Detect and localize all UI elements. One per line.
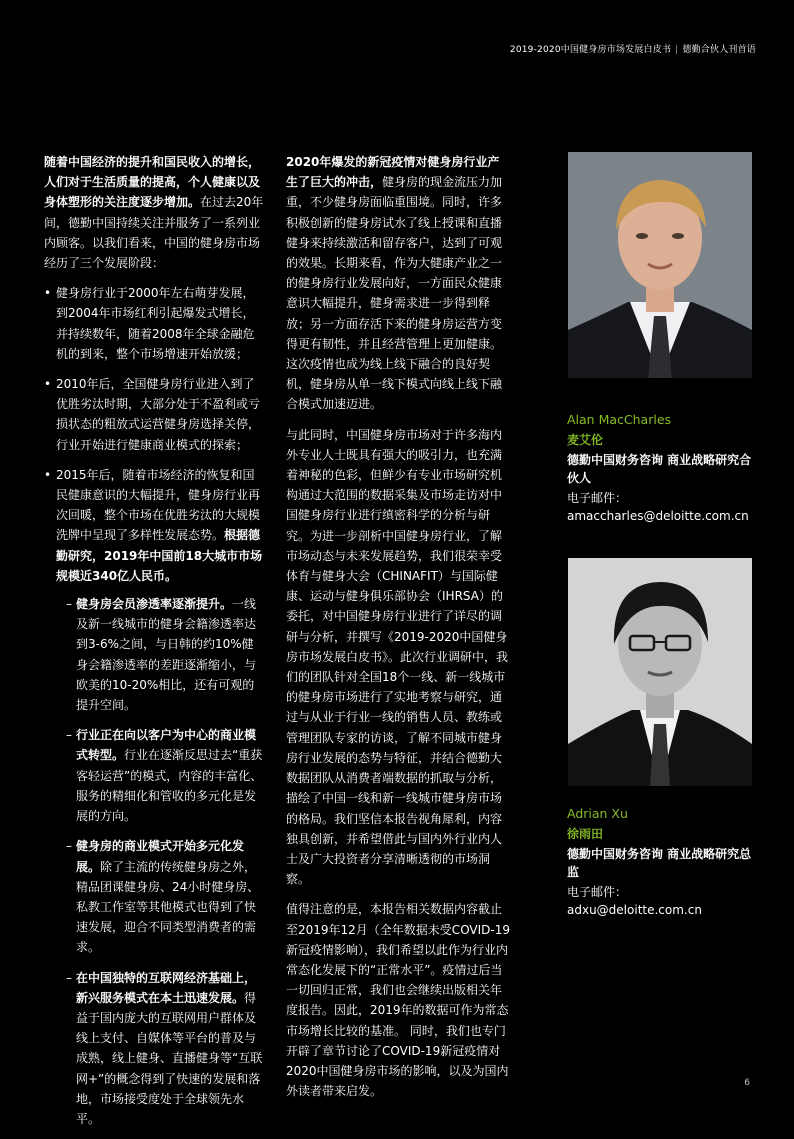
trend-title: 健身房会员渗透率逐渐提升。 [76, 597, 233, 612]
contact-card [567, 411, 759, 525]
trend-item [56, 836, 264, 957]
intro-paragraph [44, 152, 264, 273]
intro-bold: 随着中国经济的提升和国民收入的增长，人们对于生活质量的提高，个人健康以及身体塑形的关注度逐步增加。 [44, 155, 261, 210]
person-name-cn: 徐雨田 [567, 827, 604, 841]
page-number: 6 [744, 1078, 750, 1088]
trend-title: 在中国独特的互联网经济基础上，新兴服务模式在本土迅速发展。 [76, 970, 257, 1005]
left-column [44, 152, 264, 1139]
person-role: 德勤中国财务咨询 商业战略研究总监 [567, 847, 752, 879]
trend-text: 一线及新一线城市的健身会籍渗透率达到3-6%之间，与日韩的约10%健身会籍渗透率的差距逐渐缩小，与欧美的10-20%相比，还有可观的提升空间。 [76, 597, 257, 713]
person-name-en: Adrian Xu [567, 806, 628, 821]
person-role: 德勤中国财务咨询 商业战略研究合伙人 [567, 453, 752, 485]
middle-column [286, 152, 510, 1111]
trend-item [56, 594, 264, 715]
trend-text: 除了主流的传统健身房之外，精品团课健身房、24小时健身房、私教工作室等其他模式也得到了快速发展，迎合不同类型消费者的需求。 [76, 859, 260, 955]
header-publisher: 德勤合伙人刊首语 [682, 45, 756, 55]
stage-list [44, 283, 264, 1129]
stage-item: • 2010年后，全国健身房行业进入到了优胜劣汰时期，大部分处于不盈利或亏损状态的粗放式运营健身房选择关停，行业开始进行健康商业模式的探索； [44, 374, 264, 455]
person-name-cn: 麦艾伦 [567, 433, 604, 447]
stage-item [44, 465, 264, 1129]
portrait-alan-maccharles [568, 152, 752, 378]
trend-text: 得益于国内庞大的互联网用户群体及线上支付、自媒体等平台的普及与成熟，线上健身、直播健身等“互联网+”的概念得到了快速的发展和落地，市场接受度处于全球领先水平。 [76, 990, 263, 1126]
contact-card [567, 805, 759, 919]
person-email[interactable]: 电子邮件：adxu@deloitte.com.cn [567, 885, 702, 917]
intro-text: 在过去20年间，德勤中国持续关注并服务了一系列业内顾客。以我们看来，中国的健身房市场经历了三个发展阶段： [44, 195, 264, 271]
portrait-illustration [568, 558, 752, 786]
trend-title: 行业正在向以客户为中心的商业模式转型。 [76, 728, 257, 763]
covid-bold: 2020年爆发的新冠疫情对健身房行业产生了巨大的冲击， [286, 155, 500, 190]
portrait-illustration [568, 152, 752, 378]
portrait-adrian-xu [568, 558, 752, 786]
research-paragraph: 与此同时，中国健身房市场对于许多海内外专业人士既具有强大的吸引力，也充满着神秘的色彩，但鲜少有专业市场研究机构通过大范围的数据采集及市场走访对中国健身房行业进行缜密科学的分析与研究。为进一步剖析中国健身房行业，了解市场动态与未来发展趋势，我们很荣幸受体育与健身大会（CHINAFIT）与国际健康、运动与健身俱乐部协会（IHRSA）的委托，对中国健身房行业进行了详尽的调研与分析，并撰写《2019-2020中国健身房市场发展白皮书》。此次行业调研中，我们的团队针对全国18个一线、新一线城市的健身房市场进行了实地考察与研究，通过与从业于行业一线的销售人员、教练或管理团队专家的访谈，了解不同城市健身房行业发展的态势与特征，并结合德勤大数据团队从消费者端数据的抓取与分析，描绘了中国一线和新一线城市健身房市场的格局。我们坚信本报告视角犀利，内容独具创新，并希望借此与国内外行业内人士及广大投资者分享清晰透彻的市场洞察。 [286, 427, 509, 887]
data-note-paragraph: 值得注意的是，本报告相关数据内容截止至2019年12月（全年数据未受COVID-19新冠疫情影响），我们希望以此作为行业内常态化发展下的“正常水平”。疫情过后当一切回归正常，我们也会继续出版相关年度报告。因此，2019年的数据可作为常态市场增长比较的基准。 同时，我们也专门开辟了章节讨论了COVID-19新冠疫情对2020中国健身房市场的影响，以及为国内外读者带来启发。 [286, 902, 511, 1099]
person-name-en: Alan MacCharles [567, 412, 672, 427]
header-separator: | [675, 45, 679, 55]
trend-item [56, 968, 264, 1130]
covid-paragraph [286, 152, 510, 415]
covid-text: 健身房的现金流压力加重，不少健身房面临重围境。同时，许多积极创新的健身房试水了线上授课和直播健身来持续激活和留存客户，达到了可观的效果。长期来看，作为大健康产业之一的健身房行业发展向好，一方面民众健康意识大幅提升，健身需求进一步得到释放；另一方面存活下来的健身房运营方变得更有韧性，并且经营管理上更加健康。这次疫情也成为线上线下融合的良好契机，健身房从单一线下模式向线上线下融合模式加速迈进。 [286, 175, 503, 412]
stage-item: • 健身房行业于2000年左右萌芽发展，到2004年市场红利引起爆发式增长，并持续数年，随着2008年全球金融危机的到来，整个市场增速开始放缓； [44, 283, 264, 364]
trend-text: 行业在逐渐反思过去“重获客轻运营”的模式，内容的丰富化、服务的精细化和管收的多元化是发展的方向。 [76, 748, 263, 824]
market-size-highlight: 根据德勤研究，2019年中国前18大城市市场规模近340亿人民币。 [56, 528, 263, 583]
trend-item [56, 725, 264, 826]
person-email[interactable]: 电子邮件：amaccharles@deloitte.com.cn [567, 491, 749, 523]
trend-title: 健身房的商业模式开始多元化发展。 [76, 839, 245, 874]
trend-list [56, 594, 264, 1129]
running-header [510, 42, 756, 55]
stage-text: 2015年后，随着市场经济的恢复和国民健康意识的大幅提升，健身房行业再次回暖，整个市场在优胜劣汰的大规模洗牌中呈现了多样性发展态势。 [56, 467, 261, 543]
report-title: 2019-2020中国健身房市场发展白皮书 [509, 45, 672, 55]
